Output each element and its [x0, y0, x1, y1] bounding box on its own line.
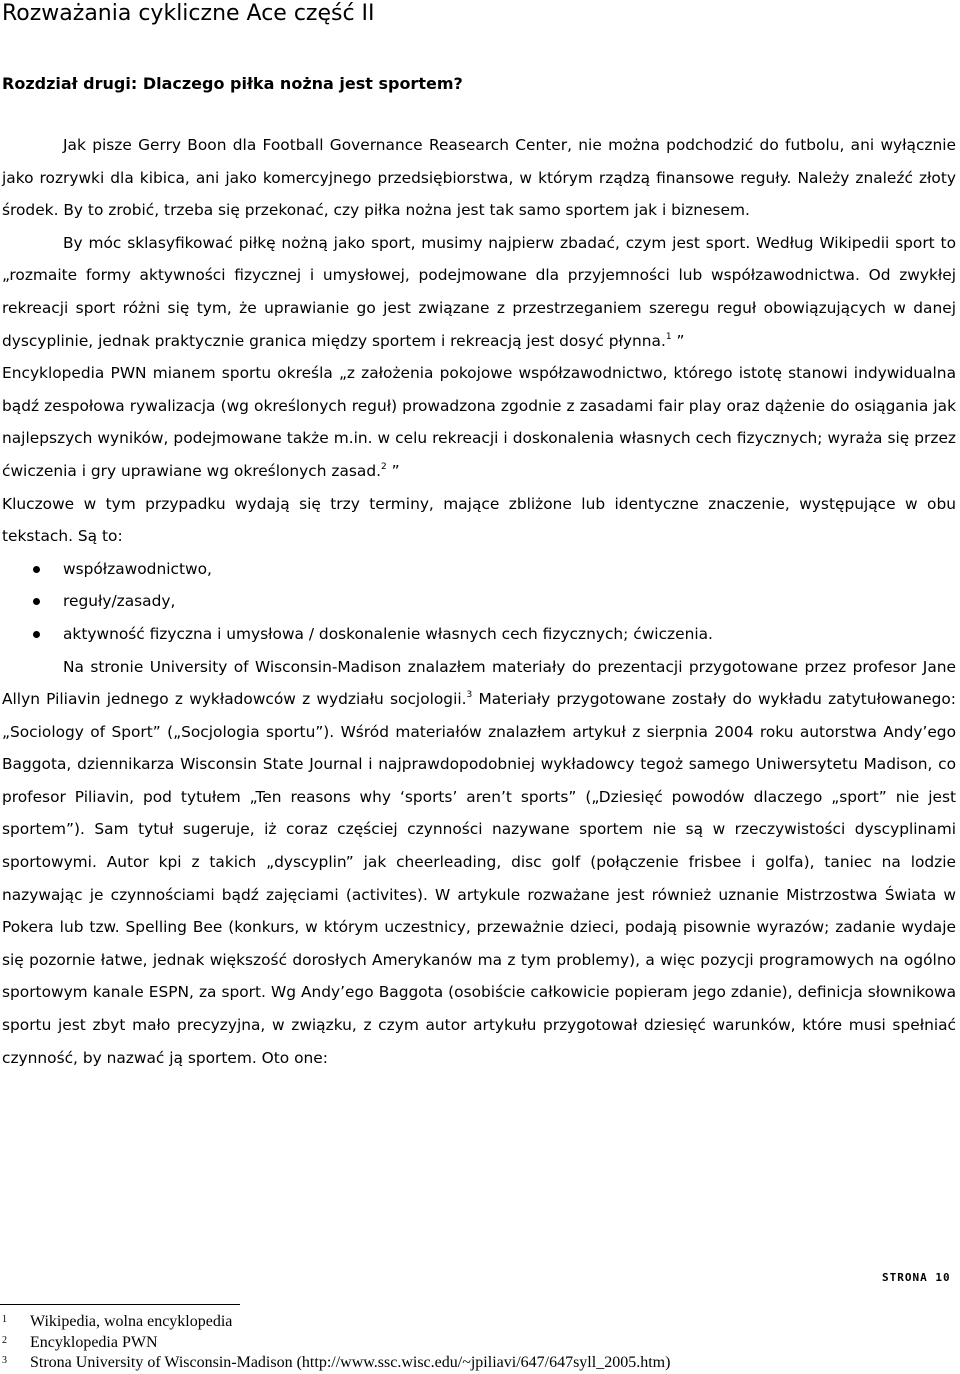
- list-item-text: współzawodnictwo,: [63, 559, 212, 578]
- document-title: Rozważania cykliczne Ace część II: [2, 1, 375, 26]
- list-item: [2, 618, 956, 651]
- page-number: STRONA 10: [882, 1271, 951, 1284]
- footnote-ref-2[interactable]: 2: [381, 461, 387, 472]
- paragraph-5-continuation: Materiały przygotowane zostały do wykładu zatytułowanego: „Sociology of Sport” („Socjologia sportu”). Wśród materiałów znalazłem artykuł z sierpnia 2004 roku autorstwa Andy’ego Baggota, dziennikarza Wisconsin State Journal i najprawdopodobniej wykładowcy tegoż samego Uniwersytetu Madison, co profesor Piliavin, pod tytułem „Ten reasons why ‘sports’ aren’t sports” („Dziesięć powodów dlaczego „sport” nie jest sportem”). Sam tytuł sugeruje, iż coraz częściej czynności nazywane sportem nie są w rzeczywistości dyscyplinami sportowymi. Autor kpi z takich „dyscyplin” jak cheerleading, disc golf (połączenie frisbee i golfa), taniec na lodzie nazywając je czynnościami bądź zajęciami (activites). W artykule rozważane jest również uznanie Mistrzostwa Świata w Pokera lub tzw. Spelling Bee (konkurs, w którym uczestnicy, przeważnie dzieci, podają pisownie wyrazów; zadanie wydaje się pozornie łatwe, jednak większość dorosłych Amerykanów ma z tym problemy), a więc pozycji programowych na ogólno sportowym kanale ESPN, za sport. Wg Andy’ego Baggota (osobiście całkowicie popieram jego zdanie), definicja słownikowa sportu jest zbyt mało precyzyjna, w związku, z czym autor artykułu przygotował dziesięć warunków, które musi spełniać czynność, by nazwać ją sportem. Oto one:: [2, 690, 956, 1067]
- list-item-text: aktywność fizyczna i umysłowa / doskonalenie własnych cech fizycznych; ćwiczenia.: [63, 624, 713, 643]
- list-item: [2, 585, 956, 618]
- paragraph-3-text: Encyklopedia PWN mianem sportu określa „z założenia pokojowe współzawodnictwo, którego istotę stanowi indywidualna bądź zespołowa rywalizacja (wg określonych reguł) prowadzona zgodnie z zasadami fair play oraz dążenie do osiągania jak najlepszych wyników, podejmowane także m.in. w celu rekreacji i doskonalenia własnych cech fizycznych; wyraża się przez ćwiczenia i gry uprawiane wg określonych zasad.: [2, 364, 956, 480]
- footnote: [0, 1353, 670, 1374]
- list-item: [2, 553, 956, 586]
- footnote: [0, 1333, 670, 1354]
- footnotes: [0, 1312, 670, 1374]
- bullet-icon: [33, 566, 40, 573]
- quote-close: ”: [386, 461, 400, 480]
- footnote: [0, 1312, 670, 1333]
- footnote-text: Encyklopedia PWN: [30, 1333, 158, 1351]
- footnote-number: 2: [2, 1334, 7, 1346]
- quote-close: ”: [671, 331, 685, 350]
- bullet-icon: [33, 631, 40, 638]
- footnote-divider: [0, 1304, 240, 1305]
- paragraph-3: [2, 357, 956, 487]
- chapter-heading: Rozdział drugi: Dlaczego piłka nożna jest sportem?: [2, 74, 463, 93]
- list-item-text: reguły/zasady,: [63, 592, 176, 611]
- footnote-text[interactable]: Strona University of Wisconsin-Madison (http://www.ssc.wisc.edu/~jpiliavi/647/647syll_2005.htm): [30, 1354, 671, 1371]
- paragraph-2: [2, 227, 956, 357]
- footnote-text: Wikipedia, wolna encyklopedia: [30, 1313, 233, 1330]
- terms-list: [2, 553, 956, 651]
- paragraph-5-text: Na stronie University of Wisconsin-Madison znalazłem materiały do prezentacji przygotowane przez profesor Jane Allyn Piliavin jednego z wykładowców z wydziału socjologii.: [2, 657, 956, 709]
- footnote-ref-1[interactable]: 1: [665, 331, 672, 342]
- paragraph-5: [2, 651, 956, 1075]
- footnote-number: 1: [2, 1314, 7, 1325]
- paragraph-2-text: By móc sklasyfikować piłkę nożną jako sport, musimy najpierw zbadać, czym jest sport. Według Wikipedii sport to „rozmaite formy aktywności fizycznej i umysłowej, podejmowane dla przyjemności lub współzawodnictwa. Od zwykłej rekreacji sport różni się tym, że uprawianie go jest związane z przestrzeganiem szeregu reguł obowiązujących w danej dyscyplinie, jednak praktycznie granica między sportem i rekreacją jest dosyć płynna.: [2, 233, 956, 350]
- bullet-icon: [33, 598, 40, 605]
- document-body: [2, 129, 956, 1074]
- footnote-ref-3[interactable]: 3: [466, 690, 473, 701]
- paragraph-4: Kluczowe w tym przypadku wydają się trzy terminy, mające zbliżone lub identyczne znaczenie, występujące w obu tekstach. Są to:: [2, 494, 956, 546]
- paragraph-1: Jak pisze Gerry Boon dla Football Governance Reasearch Center, nie można podchodzić do futbolu, ani wyłącznie jako rozrywki dla kibica, ani jako komercyjnego przedsiębiorstwa, w którym rządzą finansowe reguły. Należy znaleźć złoty środek. By to zrobić, trzeba się przekonać, czy piłka nożna jest tak samo sportem jak i biznesem.: [2, 136, 956, 220]
- footnote-number: 3: [2, 1355, 7, 1366]
